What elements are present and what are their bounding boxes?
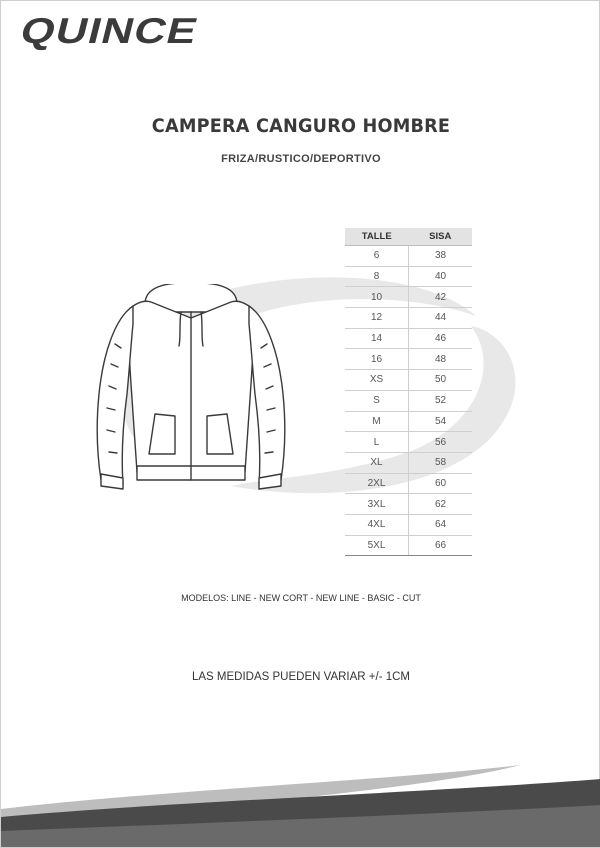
talle-cell: 5XL xyxy=(345,535,409,556)
column-header-sisa: SISA xyxy=(409,228,473,246)
column-header-talle: TALLE xyxy=(345,228,409,246)
talle-cell: 12 xyxy=(345,308,409,329)
sisa-cell: 60 xyxy=(409,473,473,494)
page-title: CAMPERA CANGURO HOMBRE xyxy=(151,115,451,137)
table-row xyxy=(345,411,472,432)
sisa-cell: 64 xyxy=(409,514,473,535)
sisa-cell: 56 xyxy=(409,432,473,453)
sisa-cell: 66 xyxy=(409,535,473,556)
talle-cell: XL xyxy=(345,452,409,473)
table-row xyxy=(345,246,472,267)
table-row xyxy=(345,328,472,349)
page-subtitle: FRIZA/RUSTICO/DEPORTIVO xyxy=(221,153,381,165)
table-row xyxy=(345,494,472,515)
table-row xyxy=(345,452,472,473)
table-row xyxy=(345,287,472,308)
sisa-cell: 38 xyxy=(409,246,473,267)
table-row xyxy=(345,349,472,370)
table-row xyxy=(345,308,472,329)
sisa-cell: 62 xyxy=(409,494,473,515)
talle-cell: M xyxy=(345,411,409,432)
size-table-header xyxy=(345,228,472,246)
table-row xyxy=(345,266,472,287)
table-row xyxy=(345,473,472,494)
table-row xyxy=(345,535,472,556)
table-row xyxy=(345,432,472,453)
sisa-cell: 50 xyxy=(409,370,473,391)
talle-cell: 14 xyxy=(345,328,409,349)
sisa-cell: 54 xyxy=(409,411,473,432)
sisa-cell: 42 xyxy=(409,287,473,308)
brand-logo xyxy=(13,9,203,51)
size-table xyxy=(345,228,472,556)
models-text: MODELOS: LINE - NEW CORT - NEW LINE - BASIC - CUT xyxy=(181,593,421,603)
sisa-cell: 52 xyxy=(409,390,473,411)
talle-cell: 2XL xyxy=(345,473,409,494)
table-row xyxy=(345,514,472,535)
talle-cell: 10 xyxy=(345,287,409,308)
talle-cell: S xyxy=(345,390,409,411)
sisa-cell: 40 xyxy=(409,266,473,287)
talle-cell: 8 xyxy=(345,266,409,287)
footer-wave-decoration xyxy=(1,757,600,847)
talle-cell: 3XL xyxy=(345,494,409,515)
sisa-cell: 48 xyxy=(409,349,473,370)
table-row xyxy=(345,390,472,411)
talle-cell: 16 xyxy=(345,349,409,370)
talle-cell: XS xyxy=(345,370,409,391)
talle-cell: 6 xyxy=(345,246,409,267)
sisa-cell: 44 xyxy=(409,308,473,329)
sisa-cell: 58 xyxy=(409,452,473,473)
svg-text:QUINCE: QUINCE xyxy=(16,10,173,51)
measurement-note: LAS MEDIDAS PUEDEN VARIAR +/- 1CM xyxy=(191,671,411,683)
table-row xyxy=(345,370,472,391)
hoodie-icon xyxy=(93,284,289,496)
talle-cell: 4XL xyxy=(345,514,409,535)
sisa-cell: 46 xyxy=(409,328,473,349)
talle-cell: L xyxy=(345,432,409,453)
